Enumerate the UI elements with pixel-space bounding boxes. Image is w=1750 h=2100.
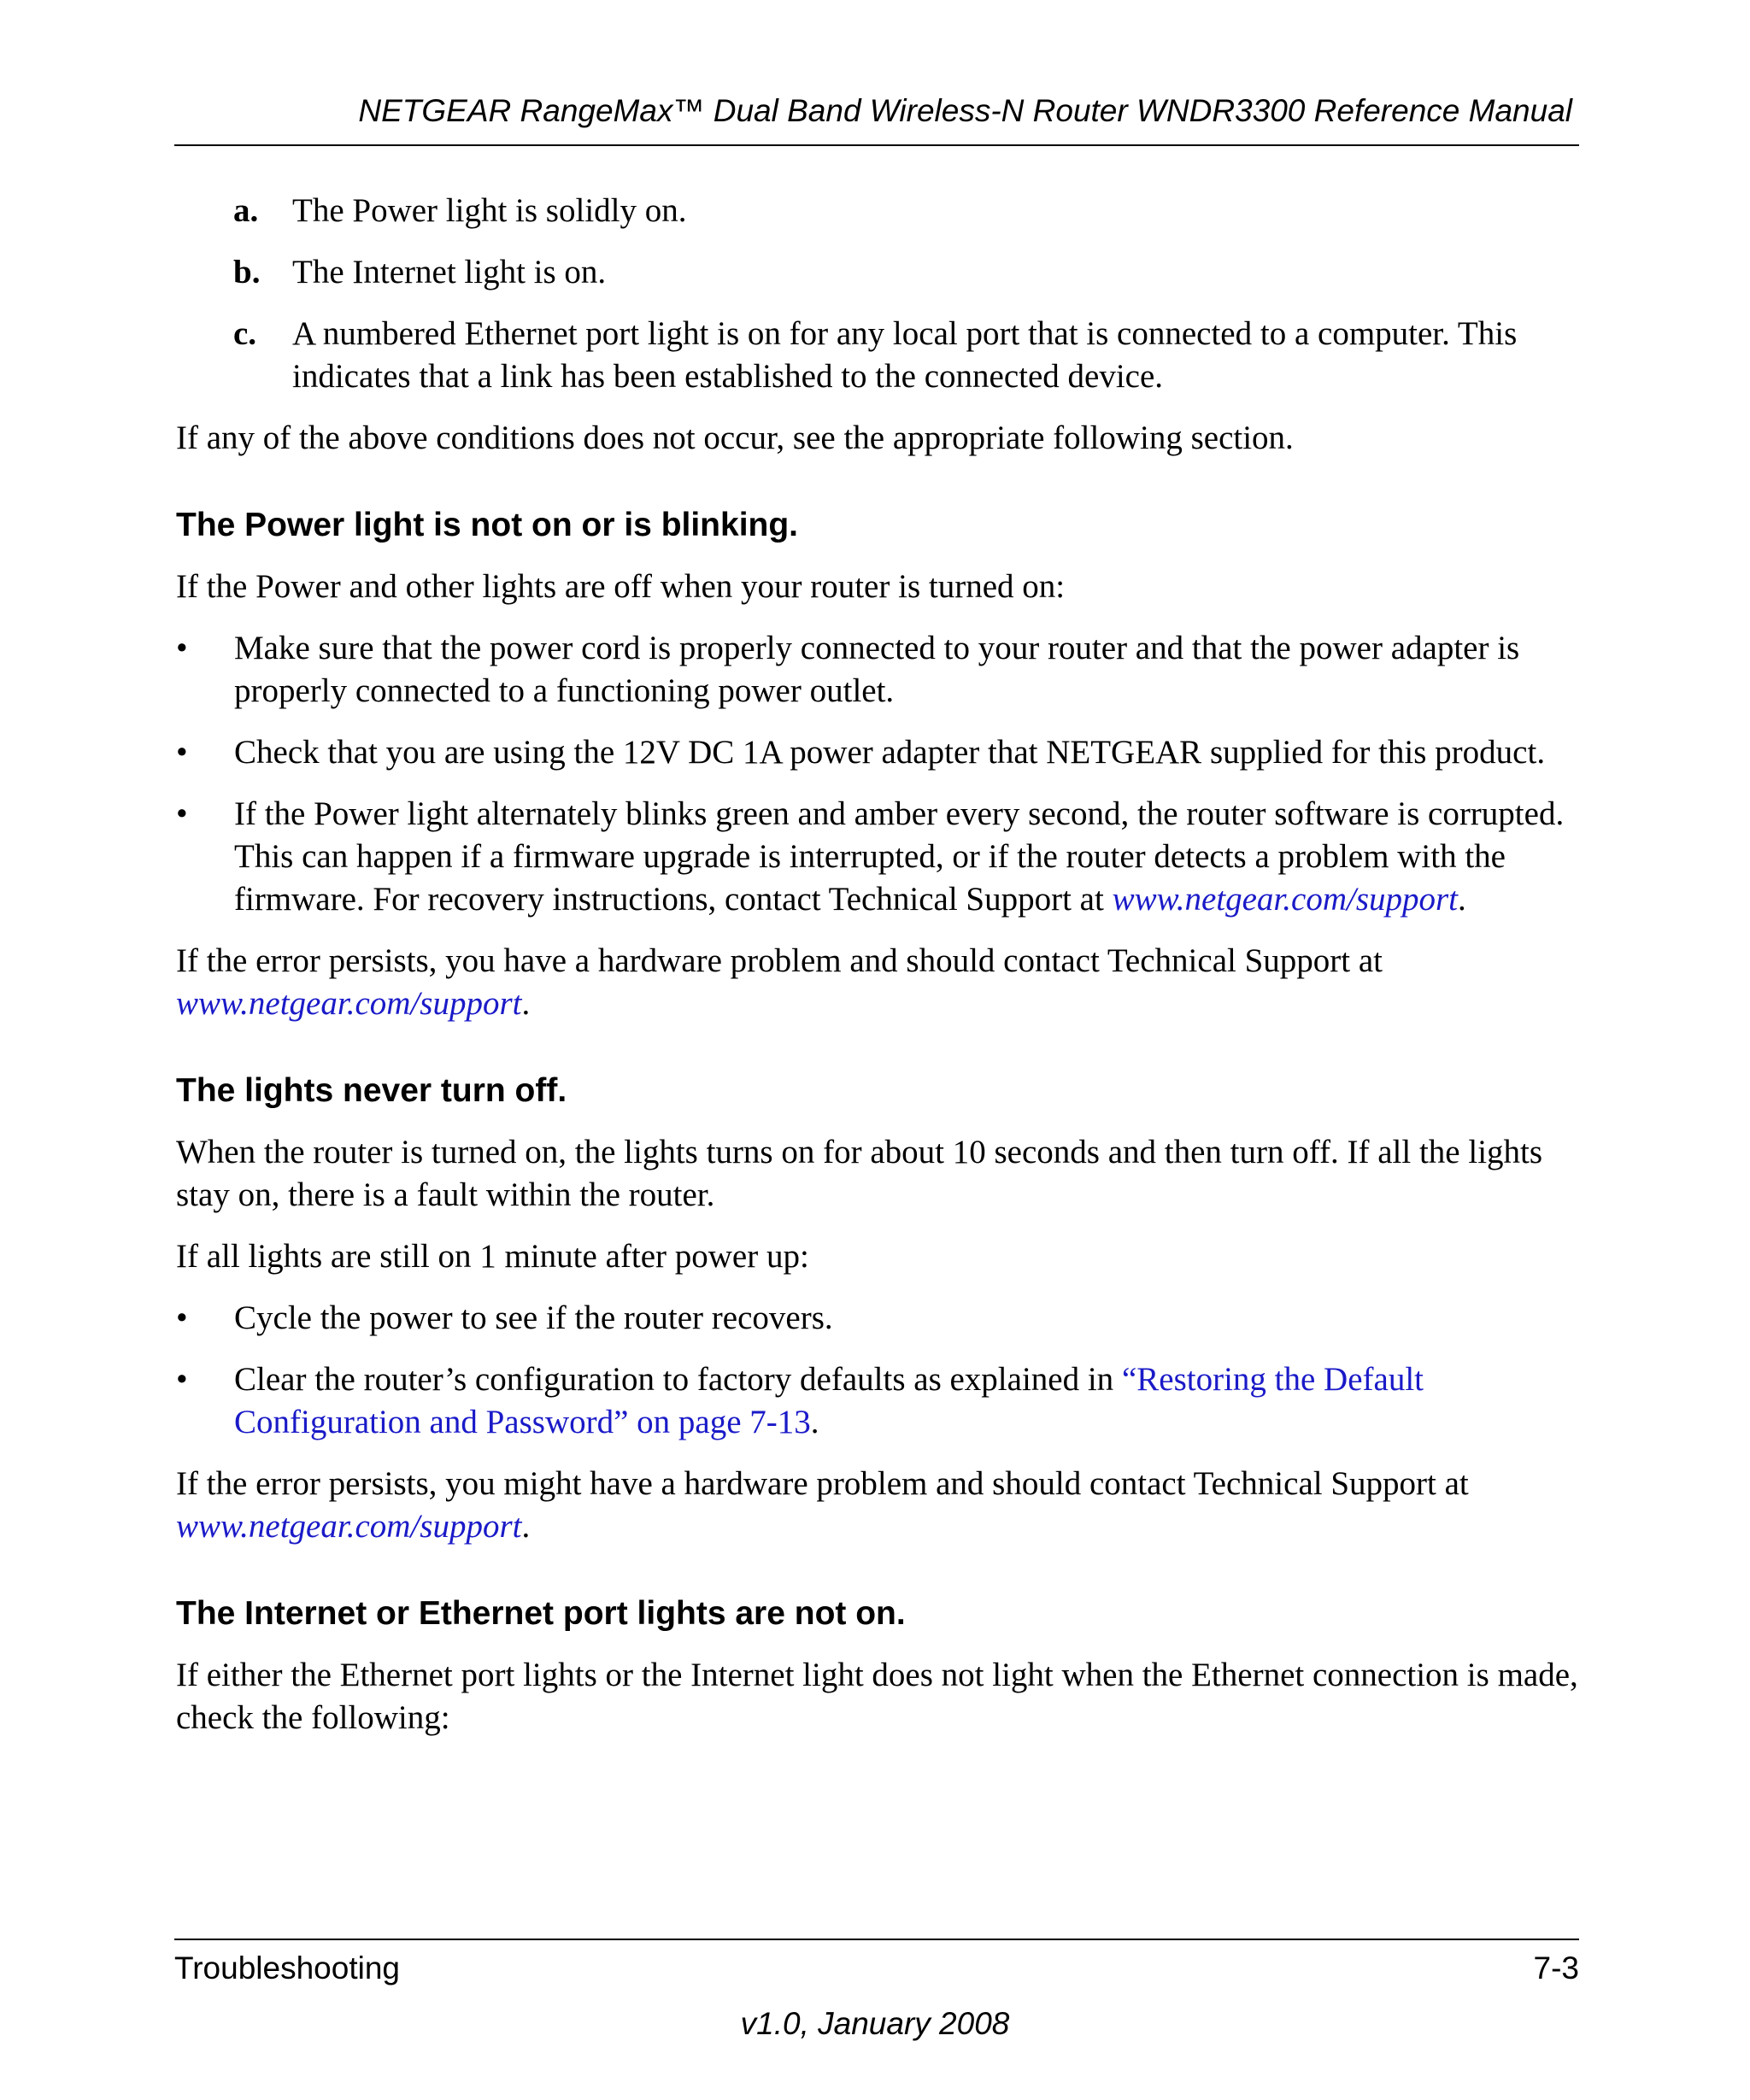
section-heading-lights: The lights never turn off. (176, 1072, 567, 1109)
bullet-dot: • (176, 630, 188, 666)
bullet-dot: • (176, 795, 188, 832)
section-heading-power: The Power light is not on or is blinking. (176, 507, 799, 543)
list-marker: b. (233, 254, 261, 290)
support-link[interactable]: www.netgear.com/support (176, 1508, 522, 1545)
footer-chapter: Troubleshooting (174, 1950, 400, 1986)
bullet-dot: • (176, 734, 188, 771)
list-item-text: The Power light is solidly on. (292, 192, 687, 229)
bullet-item (176, 1297, 1594, 1340)
page-header-title: NETGEAR RangeMax™ Dual Band Wireless-N Router WNDR3300 Reference Manual (358, 93, 1572, 128)
footer-version: v1.0, January 2008 (740, 2006, 1010, 2041)
period: . (810, 1404, 819, 1440)
list-item (176, 190, 1594, 232)
bullet-text: Check that you are using the 12V DC 1A power adapter that NETGEAR supplied for this product. (234, 734, 1546, 771)
page-content (176, 190, 1594, 1758)
header-rule (174, 144, 1579, 146)
closing-text: If the error persists, you have a hardware problem and should contact Technical Support at (176, 942, 1383, 979)
closing-text: If the error persists, you might have a hardware problem and should contact Technical Support at (176, 1465, 1469, 1502)
bullet-item (176, 731, 1594, 774)
bullet-dot: • (176, 1299, 188, 1336)
list-item (176, 251, 1594, 294)
section-lights-para1: When the router is turned on, the lights turns on for about 10 seconds and then turn off. If all the lights stay on, there is a fault within the router. (176, 1134, 1543, 1213)
list-marker: a. (233, 192, 259, 229)
period: . (521, 1508, 531, 1545)
section-lights-closing (176, 1463, 1594, 1548)
section-power-closing (176, 940, 1594, 1025)
list-item (176, 313, 1594, 398)
list-item-text: The Internet light is on. (292, 254, 607, 290)
list-marker: c. (233, 315, 257, 352)
bullet-dot: • (176, 1361, 188, 1398)
footer-page-number: 7-3 (1533, 1950, 1579, 1986)
bullet-text: If the Power light alternately blinks green and amber every second, the router software is corrupted. This can happen if a firmware upgrade is interrupted, or if the router detects a problem with the firmware. For recovery instructions, contact Technical Support at (234, 795, 1565, 918)
bullet-text: Cycle the power to see if the router recovers. (234, 1299, 833, 1336)
intro-followup: If any of the above conditions does not occur, see the appropriate following section. (176, 419, 1294, 456)
list-item-text: A numbered Ethernet port light is on for any local port that is connected to a computer. This indicates that a link has been established to the connected device. (292, 315, 1518, 395)
support-link[interactable]: www.netgear.com/support (176, 985, 522, 1022)
section-power-lead: If the Power and other lights are off when your router is turned on: (176, 568, 1066, 605)
period: . (521, 985, 531, 1022)
restoring-defaults-link[interactable]: “Restoring the Default Configuration and Password” on page 7-13 (234, 1361, 1424, 1440)
bullet-item (176, 1358, 1594, 1444)
bullet-text: Clear the router’s configuration to factory defaults as explained in (234, 1361, 1122, 1398)
section-heading-ethernet: The Internet or Ethernet port lights are not on. (176, 1595, 906, 1632)
bullet-text: Make sure that the power cord is properly connected to your router and that the power adapter is properly connected to a functioning power outlet. (234, 630, 1520, 709)
section-lights-para2: If all lights are still on 1 minute after power up: (176, 1238, 809, 1275)
section-ethernet-para: If either the Ethernet port lights or the Internet light does not light when the Ethernet connection is made, check the following: (176, 1657, 1578, 1736)
period: . (1458, 881, 1466, 918)
footer-rule (174, 1939, 1579, 1940)
support-link[interactable]: www.netgear.com/support (1112, 881, 1459, 918)
bullet-item (176, 793, 1594, 921)
bullet-item (176, 627, 1594, 713)
